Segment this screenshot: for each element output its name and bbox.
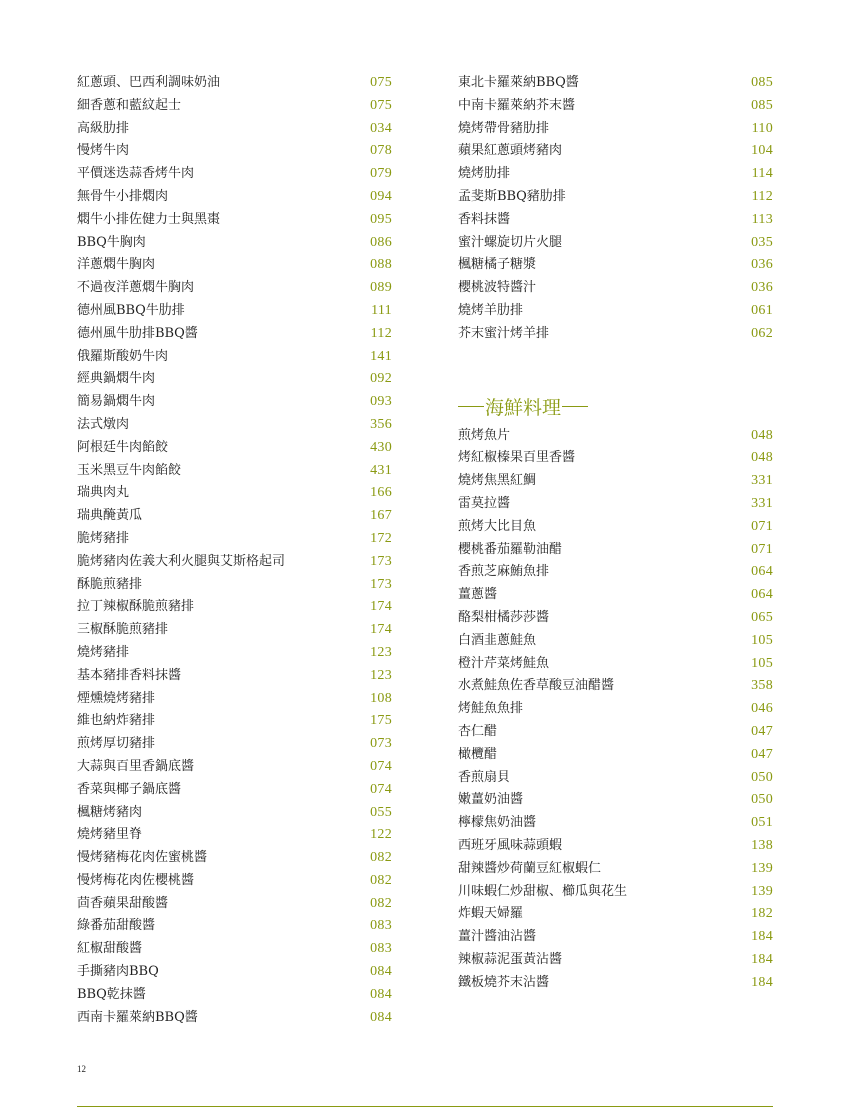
entry-page-number: 046 — [751, 701, 773, 717]
entry-name: 甜辣醬炒荷蘭豆紅椒蝦仁 — [458, 860, 602, 876]
entry-page-number: 084 — [370, 986, 392, 1002]
index-entry — [458, 516, 773, 539]
entry-name: 炸蝦天婦羅 — [458, 906, 524, 922]
index-entry — [458, 447, 773, 470]
entry-name: 烤鮭魚魚排 — [458, 701, 524, 717]
index-entry — [77, 893, 392, 916]
entry-name: 燒烤豬排 — [77, 644, 130, 660]
entry-name: 綠番茄甜酸醬 — [77, 918, 156, 934]
entry-name: 平價迷迭蒜香烤牛肉 — [77, 166, 195, 182]
entry-page-number: 075 — [370, 75, 392, 90]
entry-name: 高級肋排 — [77, 120, 130, 136]
entry-name: 不過夜洋蔥燜牛胸肉 — [77, 280, 195, 296]
entry-name: BBQ牛胸肉 — [77, 234, 146, 250]
index-entry — [458, 300, 773, 323]
index-entry — [458, 561, 773, 584]
entry-name: 櫻桃番茄羅勒油醋 — [458, 541, 563, 557]
entry-page-number: 034 — [370, 120, 392, 136]
entry-name: 楓糖烤豬肉 — [77, 804, 143, 820]
entry-name: 酥脆煎豬排 — [77, 576, 143, 592]
entry-name: 脆烤豬排 — [77, 530, 130, 546]
entry-name: 蜜汁螺旋切片火腿 — [458, 234, 563, 250]
entry-page-number: 082 — [370, 895, 392, 911]
index-entry — [77, 414, 392, 437]
entry-name: 阿根廷牛肉餡餃 — [77, 439, 169, 455]
entry-page-number: 173 — [370, 553, 392, 569]
entry-page-number: 123 — [370, 644, 392, 660]
index-entry — [77, 733, 392, 756]
entry-page-number: 108 — [370, 690, 392, 706]
entry-page-number: 064 — [751, 587, 773, 603]
entry-name: 芥末蜜汁烤羊排 — [458, 325, 550, 341]
index-entry — [77, 95, 392, 118]
entry-name: 香煎扇貝 — [458, 769, 511, 785]
index-entry — [458, 721, 773, 744]
entry-name: 橙汁芹菜烤鮭魚 — [458, 655, 550, 671]
entry-page-number: 073 — [370, 736, 392, 752]
entry-name: 中南卡羅萊納芥末醬 — [458, 97, 576, 113]
entry-page-number: 356 — [370, 416, 392, 432]
entry-name: 薑蔥醬 — [458, 587, 498, 603]
entry-page-number: 048 — [751, 427, 773, 443]
entry-name: 德州風BBQ牛肋排 — [77, 302, 185, 318]
entry-name: 檸檬焦奶油醬 — [458, 815, 537, 831]
entry-name: 水煮鮭魚佐香草酸豆油醋醬 — [458, 678, 615, 694]
index-entry — [77, 118, 392, 141]
entry-page-number: 036 — [751, 280, 773, 296]
entry-name: 三椒酥脆煎豬排 — [77, 622, 169, 638]
index-entry — [458, 744, 773, 767]
index-entry — [458, 140, 773, 163]
entry-page-number: 047 — [751, 746, 773, 762]
entry-page-number: 051 — [751, 815, 773, 831]
index-entry — [458, 95, 773, 118]
index-entry — [77, 140, 392, 163]
index-entry — [77, 254, 392, 277]
index-entry — [77, 984, 392, 1007]
index-entry — [458, 607, 773, 630]
index-entry — [458, 425, 773, 448]
entry-name: 玉米黑豆牛肉餡餃 — [77, 462, 182, 478]
entry-page-number: 358 — [751, 678, 773, 694]
entry-page-number: 174 — [370, 622, 392, 638]
entry-name: 楓糖橘子糖漿 — [458, 257, 537, 273]
index-entry — [458, 789, 773, 812]
entry-page-number: 141 — [370, 348, 392, 364]
entry-name: 脆烤豬肉佐義大利火腿與艾斯格起司 — [77, 553, 286, 569]
index-entry — [458, 470, 773, 493]
entry-name: 大蒜與百里香鍋底醬 — [77, 758, 195, 774]
entry-page-number: 112 — [370, 325, 392, 341]
entry-name: 薑汁醬油沾醬 — [458, 929, 537, 945]
entry-page-number: 166 — [370, 485, 392, 501]
entry-name: 嫩薑奶油醬 — [458, 792, 524, 808]
index-entry — [458, 675, 773, 698]
entry-name: 俄羅斯酸奶牛肉 — [77, 348, 169, 364]
entry-name: 烤紅椒榛果百里香醬 — [458, 450, 576, 466]
entry-page-number: 139 — [751, 883, 773, 899]
entry-page-number: 075 — [370, 97, 392, 113]
index-list-seafood — [458, 425, 773, 995]
entry-page-number: 078 — [370, 143, 392, 159]
index-entry — [458, 584, 773, 607]
index-entry — [77, 482, 392, 505]
entry-page-number: 088 — [370, 257, 392, 273]
entry-page-number: 182 — [751, 906, 773, 922]
entry-page-number: 110 — [751, 120, 773, 136]
index-entry — [77, 665, 392, 688]
entry-page-number: 065 — [751, 609, 773, 625]
index-entry — [77, 870, 392, 893]
entry-name: 蘋果紅蔥頭烤豬肉 — [458, 143, 563, 159]
index-entry — [77, 72, 392, 95]
index-entry — [77, 209, 392, 232]
index-entry — [458, 812, 773, 835]
entry-page-number: 082 — [370, 872, 392, 888]
index-entry — [458, 698, 773, 721]
entry-page-number: 173 — [370, 576, 392, 592]
entry-page-number: 092 — [370, 371, 392, 387]
entry-page-number: 048 — [751, 450, 773, 466]
entry-name: BBQ乾抹醬 — [77, 986, 146, 1002]
entry-name: 茴香蘋果甜酸醬 — [77, 895, 169, 911]
entry-name: 慢烤梅花肉佐櫻桃醬 — [77, 872, 195, 888]
heading-rule-right — [562, 406, 588, 407]
entry-page-number: 064 — [751, 564, 773, 580]
entry-name: 煙燻燒烤豬排 — [77, 690, 156, 706]
entry-name: 辣椒蒜泥蛋黃沾醬 — [458, 951, 563, 967]
entry-page-number: 174 — [370, 599, 392, 615]
entry-name: 孟斐斯BBQ豬肋排 — [458, 188, 566, 204]
index-entry — [77, 505, 392, 528]
entry-name: 煎烤厚切豬排 — [77, 736, 156, 752]
entry-page-number: 071 — [751, 541, 773, 557]
entry-name: 雷莫拉醬 — [458, 495, 511, 511]
entry-page-number: 083 — [370, 918, 392, 934]
index-entry — [77, 596, 392, 619]
entry-page-number: 085 — [751, 75, 773, 90]
index-entry — [458, 767, 773, 790]
entry-page-number: 055 — [370, 804, 392, 820]
entry-name: 無骨牛小排燜肉 — [77, 188, 169, 204]
entry-name: 燒烤羊肋排 — [458, 302, 524, 318]
entry-name: 鐵板燒芥末沾醬 — [458, 974, 550, 990]
entry-name: 維也納炸豬排 — [77, 713, 156, 729]
entry-name: 經典鍋燜牛肉 — [77, 371, 156, 387]
entry-name: 杏仁醋 — [458, 723, 498, 739]
entry-page-number: 082 — [370, 850, 392, 866]
index-entry — [458, 254, 773, 277]
index-entry — [77, 346, 392, 369]
entry-page-number: 035 — [751, 234, 773, 250]
index-entry — [77, 756, 392, 779]
entry-page-number: 086 — [370, 234, 392, 250]
entry-name: 酪梨柑橘莎莎醬 — [458, 609, 550, 625]
index-entry — [458, 72, 773, 95]
entry-page-number: 093 — [370, 394, 392, 410]
index-entry — [458, 232, 773, 255]
entry-page-number: 071 — [751, 518, 773, 534]
index-entry — [77, 779, 392, 802]
entry-name: 香煎芝麻鮪魚排 — [458, 564, 550, 580]
index-entry — [458, 630, 773, 653]
index-entry — [77, 847, 392, 870]
index-entry — [77, 232, 392, 255]
entry-name: 煎烤大比目魚 — [458, 518, 537, 534]
entry-name: 燒烤豬里脊 — [77, 827, 143, 843]
index-entry — [458, 493, 773, 516]
entry-page-number: 062 — [751, 325, 773, 341]
index-entry — [458, 903, 773, 926]
entry-name: 簡易鍋燜牛肉 — [77, 394, 156, 410]
entry-page-number: 331 — [751, 473, 773, 489]
index-entry — [77, 642, 392, 665]
index-list-meat-continued — [458, 72, 773, 346]
index-column-left — [77, 72, 392, 1029]
index-entry — [458, 858, 773, 881]
entry-page-number: 050 — [751, 769, 773, 785]
index-entry — [77, 323, 392, 346]
index-entry — [77, 710, 392, 733]
index-entry — [458, 881, 773, 904]
entry-page-number: 167 — [370, 508, 392, 524]
entry-name: 西班牙風味蒜頭蝦 — [458, 837, 563, 853]
entry-page-number: 095 — [370, 211, 392, 227]
index-column-right — [458, 72, 773, 994]
entry-page-number: 114 — [751, 166, 773, 182]
entry-page-number: 113 — [751, 211, 773, 227]
index-entry — [77, 551, 392, 574]
entry-page-number: 084 — [370, 964, 392, 980]
index-entry — [77, 528, 392, 551]
entry-name: 東北卡羅萊納BBQ醬 — [458, 75, 579, 90]
entry-page-number: 139 — [751, 860, 773, 876]
entry-name: 櫻桃波特醬汁 — [458, 280, 537, 296]
index-entry — [458, 323, 773, 346]
index-entry — [77, 300, 392, 323]
entry-name: 川味蝦仁炒甜椒、櫛瓜與花生 — [458, 883, 628, 899]
entry-page-number: 085 — [751, 97, 773, 113]
index-entry — [77, 163, 392, 186]
entry-name: 手撕豬肉BBQ — [77, 964, 159, 980]
entry-page-number: 050 — [751, 792, 773, 808]
entry-page-number: 104 — [751, 143, 773, 159]
entry-page-number: 111 — [371, 302, 392, 318]
index-entry — [458, 926, 773, 949]
entry-page-number: 061 — [751, 302, 773, 318]
entry-page-number: 074 — [370, 758, 392, 774]
index-entry — [458, 118, 773, 141]
index-entry — [458, 277, 773, 300]
index-entry — [77, 368, 392, 391]
entry-page-number: 184 — [751, 951, 773, 967]
entry-name: 紅椒甜酸醬 — [77, 941, 143, 957]
entry-name: 法式燉肉 — [77, 416, 130, 432]
entry-name: 燒烤焦黑紅鯛 — [458, 473, 537, 489]
index-entry — [77, 961, 392, 984]
index-entry — [77, 619, 392, 642]
entry-name: 拉丁辣椒酥脆煎豬排 — [77, 599, 195, 615]
entry-name: 洋蔥燜牛胸肉 — [77, 257, 156, 273]
entry-page-number: 184 — [751, 974, 773, 990]
entry-name: 紅蔥頭、巴西利調味奶油 — [77, 75, 221, 90]
entry-page-number: 084 — [370, 1009, 392, 1025]
entry-page-number: 074 — [370, 781, 392, 797]
index-entry — [458, 209, 773, 232]
entry-name: 慢烤牛肉 — [77, 143, 130, 159]
entry-name: 香料抹醬 — [458, 211, 511, 227]
entry-name: 燒烤肋排 — [458, 166, 511, 182]
index-entry — [77, 574, 392, 597]
index-entry — [77, 186, 392, 209]
entry-page-number: 112 — [751, 188, 773, 204]
index-entry — [458, 539, 773, 562]
index-entry — [77, 460, 392, 483]
index-entry — [77, 1007, 392, 1030]
index-entry — [77, 437, 392, 460]
index-entry — [458, 972, 773, 995]
index-entry — [77, 391, 392, 414]
entry-page-number: 079 — [370, 166, 392, 182]
entry-name: 煎烤魚片 — [458, 427, 511, 443]
entry-page-number: 094 — [370, 188, 392, 204]
index-entry — [458, 186, 773, 209]
index-entry — [77, 277, 392, 300]
entry-name: 瑞典肉丸 — [77, 485, 130, 501]
section-title: 海鮮料理 — [485, 397, 562, 420]
entry-page-number: 105 — [751, 632, 773, 648]
index-entry — [77, 915, 392, 938]
index-entry — [77, 824, 392, 847]
entry-page-number: 138 — [751, 837, 773, 853]
entry-page-number: 175 — [370, 713, 392, 729]
entry-name: 德州風牛肋排BBQ醬 — [77, 325, 198, 341]
index-entry — [458, 653, 773, 676]
entry-name: 橄欖醋 — [458, 746, 498, 762]
entry-page-number: 184 — [751, 929, 773, 945]
index-entry — [458, 163, 773, 186]
index-entry — [458, 835, 773, 858]
entry-name: 西南卡羅萊納BBQ醬 — [77, 1009, 198, 1025]
entry-name: 慢烤豬梅花肉佐蜜桃醬 — [77, 850, 208, 866]
entry-page-number: 089 — [370, 280, 392, 296]
index-entry — [77, 688, 392, 711]
entry-page-number: 036 — [751, 257, 773, 273]
entry-page-number: 123 — [370, 667, 392, 683]
entry-name: 瑞典醃黃瓜 — [77, 508, 143, 524]
entry-page-number: 122 — [370, 827, 392, 843]
entry-page-number: 431 — [370, 462, 392, 478]
entry-page-number: 331 — [751, 495, 773, 511]
footer-rule — [77, 1106, 773, 1107]
entry-name: 細香蔥和藍紋起士 — [77, 97, 182, 113]
entry-page-number: 047 — [751, 723, 773, 739]
entry-name: 基本豬排香料抹醬 — [77, 667, 182, 683]
entry-name: 白酒韭蔥鮭魚 — [458, 632, 537, 648]
heading-rule-left — [458, 406, 484, 407]
entry-page-number: 172 — [370, 530, 392, 546]
entry-name: 燒烤帶骨豬肋排 — [458, 120, 550, 136]
index-entry — [77, 938, 392, 961]
entry-name: 燜牛小排佐健力士與黑棗 — [77, 211, 221, 227]
entry-page-number: 105 — [751, 655, 773, 671]
entry-page-number: 430 — [370, 439, 392, 455]
page-number: 12 — [77, 1064, 86, 1074]
entry-page-number: 083 — [370, 941, 392, 957]
section-heading-seafood — [458, 392, 773, 422]
entry-name: 香菜與椰子鍋底醬 — [77, 781, 182, 797]
index-entry — [77, 802, 392, 825]
index-entry — [458, 949, 773, 972]
